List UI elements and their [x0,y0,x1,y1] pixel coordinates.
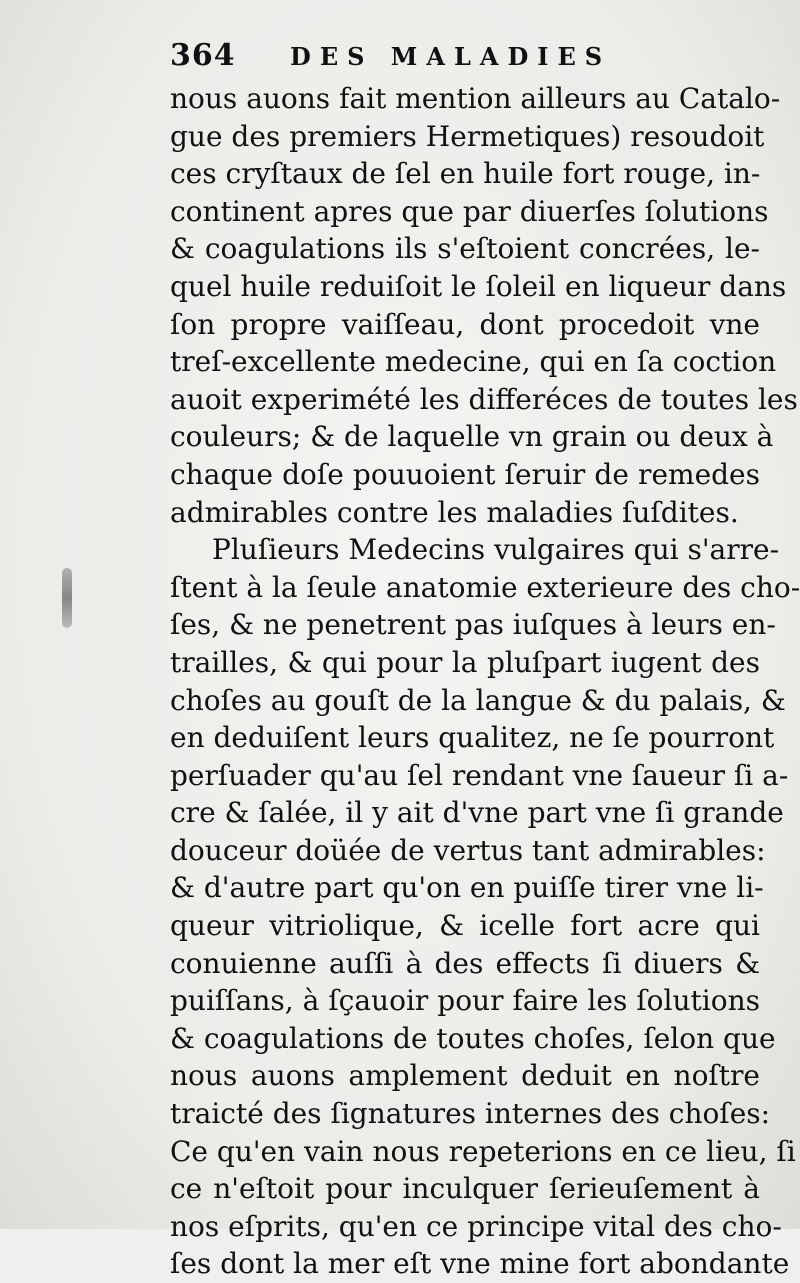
text-line: en deduiſent leurs qualitez, ne ſe pourront [170,721,775,755]
text-line: ſtent à la ſeule anatomie exterieure des cho- [170,570,800,604]
text-line: nos eſprits, qu'en ce principe vital des cho- [170,1209,782,1243]
text-line: auoit experimété les differéces de toutes les [170,382,798,416]
text-line: ſes, & ne penetrent pas iuſques à leurs en- [170,608,776,642]
text-line: & coagulations de toutes choſes, ſelon que [170,1021,776,1055]
text-line: choſes au gouſt de la langue & du palais, & [170,683,786,717]
text-line: ſes dont la mer eſt vne mine fort abondante [170,1247,790,1281]
text-line: conuienne auſſi à des effects ſi diuers & [170,946,760,980]
text-line: & coagulations ils s'eſtoient concrées, le- [170,232,760,266]
body-text [170,80,800,1283]
paragraph-start-line: Pluſieurs Medecins vulgaires qui s'arre- [212,533,780,567]
text-line: ces cryſtaux de ſel en huile fort rouge, in- [170,157,761,191]
text-line: douceur doüée de vertus tant admirables: [170,833,766,867]
text-line: Ce qu'en vain nous repeterions en ce lieu, ſi [170,1134,796,1168]
text-line: chaque doſe pouuoient ſeruir de remedes [170,457,760,491]
text-line: continent apres que par diuerſes ſolutions [170,194,769,228]
text-line: nous auons amplement deduit en noſtre [170,1059,760,1093]
text-line: & d'autre part qu'on en puiſſe tirer vne li- [170,871,764,905]
text-line: treſ-excellente medecine, qui en ſa coction [170,345,777,379]
text-line: couleurs; & de laquelle vn grain ou deux à [170,420,774,454]
text-line: puiſſans, à ſçauoir pour faire les ſolutions [170,984,760,1018]
text-line: gue des premiers Hermetiques) resoudoit [170,119,765,153]
ink-smudge [62,568,72,628]
page-header [170,38,760,78]
text-line: trailles, & qui pour la pluſpart iugent des [170,645,760,679]
running-head: DES MALADIES [290,42,612,71]
text-line: ſon propre vaiſſeau, dont procedoit vne [170,307,760,341]
text-line: quel huile reduiſoit le ſoleil en liqueur dans [170,269,787,303]
text-line: queur vitriolique, & icelle fort acre qui [170,909,760,943]
text-line: nous auons fait mention ailleurs au Catalo- [170,82,781,115]
paragraph-end-line: admirables contre les maladies ſuſdites. [170,495,739,529]
text-line: perſuader qu'au ſel rendant vne ſaueur ſi a- [170,758,789,792]
text-line: cre & ſalée, il y ait d'vne part vne ſi grande [170,796,784,830]
text-line: ce n'eſtoit pour inculquer ſerieuſement à [170,1172,760,1206]
text-line: traicté des ſignatures internes des choſes: [170,1097,771,1131]
page-number: 364 [170,38,236,73]
